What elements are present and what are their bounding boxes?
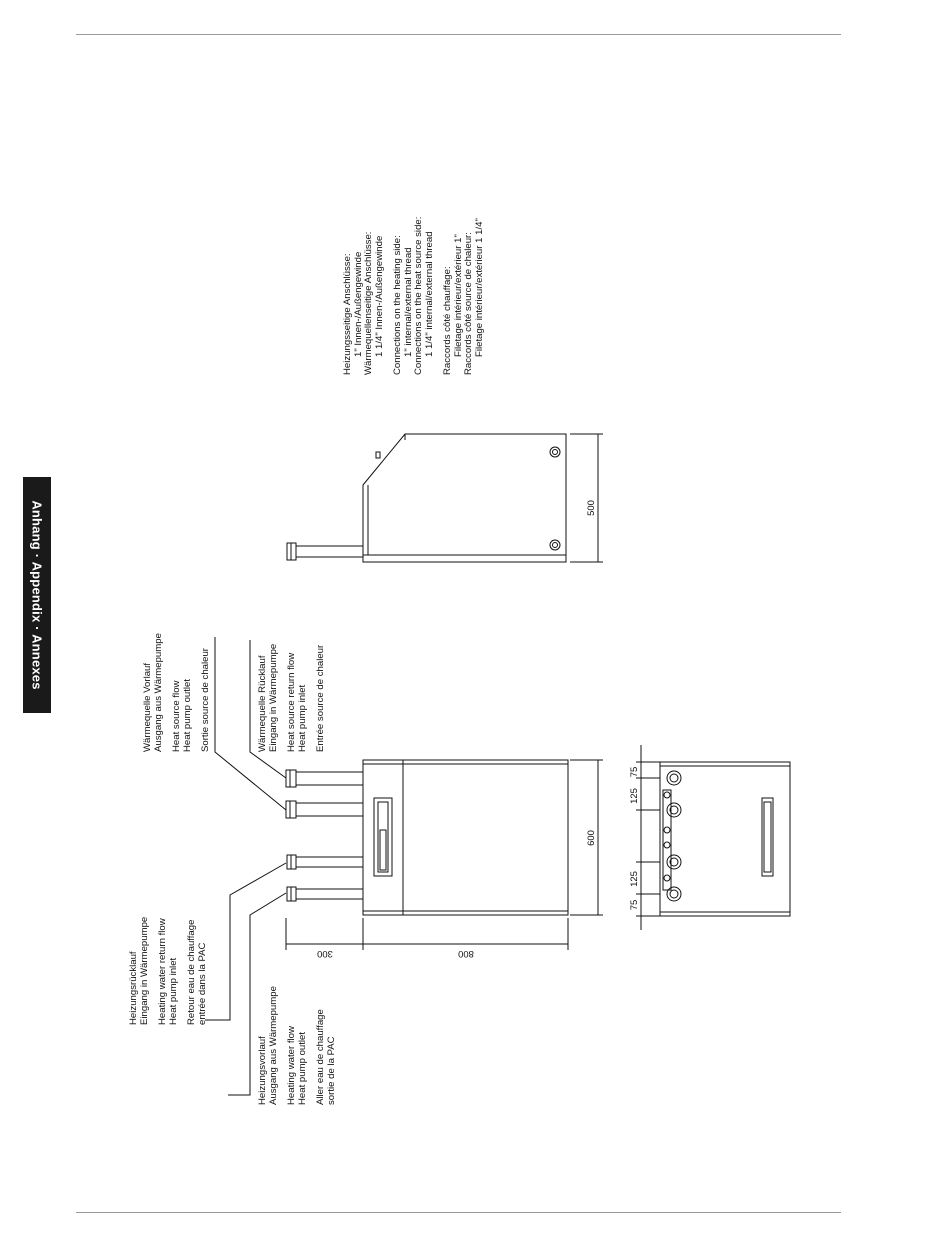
dim-spacing-125-top: 125 — [629, 788, 640, 804]
front-view — [286, 760, 603, 950]
label-heating-flow: Heizungsvorlauf Ausgang aus Wärmepumpe Heating water flow Heat pump outlet Aller eau de chauffage sortie de la PAC — [257, 986, 337, 1105]
dim-side-height: 500 — [586, 500, 597, 516]
leader-lines — [205, 637, 286, 1095]
back-view — [636, 745, 790, 930]
dim-unit-height: 600 — [586, 830, 597, 846]
label-source-return: Wärmequelle Rücklauf Eingang in Wärmepumpe Heat source return flow Heat pump inlet Entrée source de chaleur — [257, 643, 326, 752]
dim-pipe-depth: 300 — [317, 948, 333, 959]
side-view — [287, 434, 603, 562]
dim-spacing-75-top: 75 — [629, 766, 640, 778]
section-tab-label: Anhang · Appendix · Annexes — [29, 500, 45, 690]
dim-spacing-75-bottom: 75 — [629, 899, 640, 911]
label-source-flow: Wärmequelle Vorlauf Ausgang aus Wärmepumpe Heat source flow Heat pump outlet Sortie source de chaleur — [142, 633, 211, 752]
label-heating-return: Heizungsrücklauf Eingang in Wärmepumpe Heating water return flow Heat pump inlet Retour eau de chauffage entrée dans la PAC — [128, 916, 208, 1025]
dim-spacing-125-bottom: 125 — [629, 871, 640, 887]
connection-notes: Heizungsseitige Anschlüsse: 1" Innen-/Außengewinde Wärmequellenseitige Anschlüsse: 1 1/4" Innen-/Außengewinde Connections on the heating side: 1" internal/external thread Connections on the heat source side: 1 1/4" internal/external thread Raccords côté chauffage: Filetage intérieur/extérieur 1" Raccords côté source de chaleur: Filetage intérieur/extérieur 1 1/4" — [342, 216, 485, 375]
dim-unit-depth: 800 — [458, 948, 474, 959]
